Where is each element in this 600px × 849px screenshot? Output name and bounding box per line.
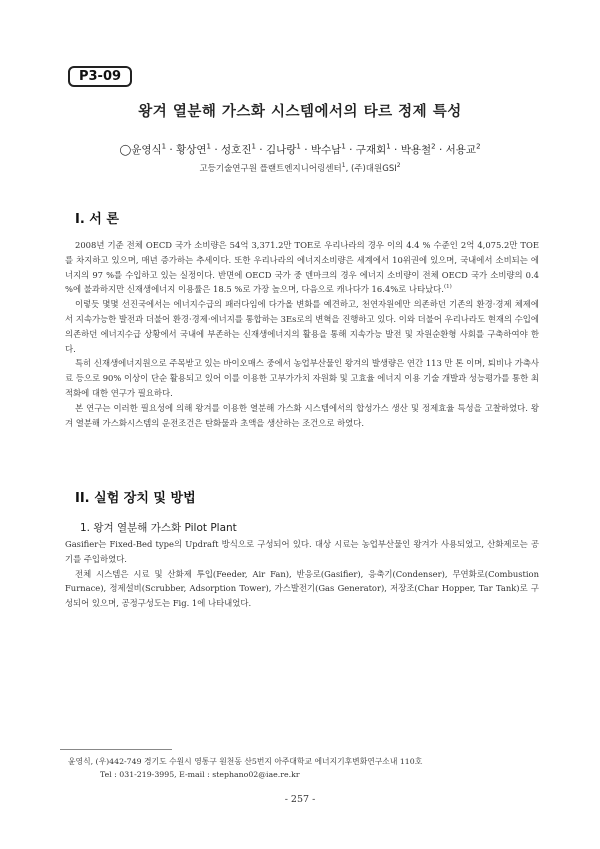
footnote-contact: Tel : 031-219-3995, E-mail : stephano02@iae.re.kr <box>100 770 300 779</box>
section-heading-introduction: I. 서 론 <box>75 212 119 227</box>
author-separator: · <box>166 144 177 156</box>
affiliation-line: 고등기술연구원 플랜트엔지니어링센터$^1$, (주)대원GSI$^2$ <box>199 162 401 174</box>
affiliation-2: (주)대원GSI <box>350 164 397 174</box>
paragraph: 2008년 기준 전체 OECD 국가 소비량은 54억 3,371.2만 TOE로 우리나라의 경우 이의 4.4 % 수준인 2억 4,075.2만 TOE를 차지하고 있으며, 매년 증가하는 추세이다. 또한 우리나라의 에너지소비량은 세계에서 10위권에 있으며, 국내에서 소비되는 에너지의 97 %를 수입하고 있는 실정이다. 반면에 OECD 국가 중 덴마크의 경우 에너지 소비량이 전체 OECD 국가 소비량의 0.4 %에 불과하지만 신재생에너지 이용률은 18.5 %로 가장 높으며, 다음으로 캐나다가 16.4%로 나타났다.$^{(1)}$ <box>65 240 539 295</box>
page-number: - 257 - <box>284 794 316 805</box>
author: 성호진$^1$ <box>221 142 256 156</box>
author: 박수남$^1$ <box>310 142 346 156</box>
author-separator: · <box>435 144 446 156</box>
author: 김나랑$^1$ <box>265 142 301 156</box>
paper-code-badge <box>68 66 132 87</box>
author-list <box>0 142 600 157</box>
author-separator: · <box>390 144 401 156</box>
author-separator: · <box>300 144 311 156</box>
paper-code-label: P3-09 <box>78 69 122 84</box>
footnote-address: 윤영식, (우)442-749 경기도 수원시 영통구 원천동 산5번지 아주대학교 에너지기후변화연구소내 110호 <box>68 757 423 766</box>
introduction-body <box>65 238 539 430</box>
paragraph: 특히 신재생에너지원으로 주목받고 있는 바이오매스 중에서 농업부산물인 왕겨의 발생량은 연간 113 만 톤 이며, 퇴비나 가축사료 등으로 90% 이상이 단순 활용되고 있어 이를 이용한 고부가가치 자원화 및 고효율 에너지 이용 기술 개발과 성능평가를 통한 최적화에 대한 연구가 필요하다. <box>65 358 539 398</box>
author: 서용교$^2$ <box>445 142 481 156</box>
author: 박용철$^2$ <box>400 142 436 156</box>
author-separator: · <box>345 144 356 156</box>
paragraph: Gasifier는 Fixed-Bed type의 Updraft 방식으로 구성되어 있다. 대상 시료는 농업부산물인 왕겨가 사용되었고, 산화제로는 공기를 주입하였다. <box>65 539 539 564</box>
methods-body <box>65 537 539 611</box>
paragraph: 이렇듯 몇몇 선진국에서는 에너지수급의 패러다임에 다가올 변화를 예견하고, 천연자원에만 의존하던 기존의 환경·경제 체제에서 지속가능한 발전과 더불어 환경·경제·에너지를 통합하는 3Es로의 변혁을 진행하고 있다. 이와 더불어 우리나라도 현재의 수입에 의존하던 에너지수급 상황에서 국내에 부존하는 신재생에너지의 활용을 통해 지속가능 발전 및 자원순환형 사회를 구축하여야 한다. <box>65 299 539 354</box>
subsection-heading-pilot-plant: 1. 왕겨 열분해 가스화 Pilot Plant <box>80 522 237 534</box>
footnote-divider <box>60 749 172 750</box>
author: 구재회$^1$ <box>355 142 391 156</box>
reference-marker: (1) <box>443 284 452 291</box>
author: 황상연$^1$ <box>176 142 212 156</box>
paragraph: 전체 시스템은 시료 및 산화제 투입(Feeder, Air Fan), 반응로(Gasifier), 응축기(Condenser), 무연화로(Combustion Furnace), 정제설비(Scrubber, Adsorption Tower), 가스발전기(Gas Generator), 저장조(Char Hopper, Tar Tank)로 구성되어 있으며, 공정구성도는 Fig. 1에 나타내었다. <box>65 568 539 609</box>
author-separator: · <box>211 144 222 156</box>
affiliation-1: 고등기술연구원 플랜트엔지니어링센터 <box>199 164 342 174</box>
paper-title: 왕겨 열분해 가스화 시스템에서의 타르 정제 특성 <box>138 104 462 120</box>
section-heading-methods: II. 실험 장치 및 방법 <box>75 491 196 506</box>
author: ◯윤영식$^1$ <box>119 142 167 156</box>
author-separator: · <box>255 144 266 156</box>
paragraph: 본 연구는 이러한 필요성에 의해 왕겨를 이용한 열분해 가스화 시스템에서의 합성가스 생산 및 정제효율 특성을 고찰하였다. 왕겨 열분해 가스화시스템의 운전조건은 탄화물과 초액을 생산하는 조건으로 하였다. <box>65 402 539 428</box>
